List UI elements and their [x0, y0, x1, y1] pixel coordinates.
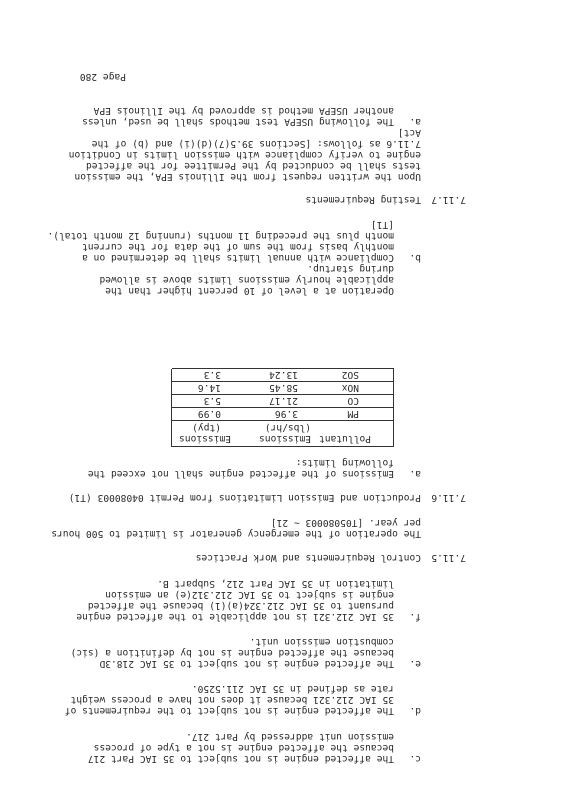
section-a3-label: a. [409, 116, 421, 127]
table-cell-pollutant: NOx [341, 382, 359, 393]
table-rule [172, 420, 394, 421]
section-c-label: c. [409, 753, 421, 764]
table-header-lbs-hr-1: Emissions [259, 433, 311, 444]
heading-7116-title: Production and Emission Limitations from Permit 04080003 (T1) [68, 492, 421, 503]
heading-7117-number: 7.11.7 [431, 194, 466, 205]
table-cell-lbs-hr: 13.24 [269, 369, 298, 380]
heading-7117-title: Testing Requirements [305, 194, 421, 205]
section-e-line-3: combustion emission unit. [249, 636, 394, 647]
table-header-tpy-2: (tpy) [192, 422, 221, 433]
section-a3-line-1: The following USEPA test methods shall be used, unless [82, 116, 394, 127]
table-header-tpy-1: Emissions [179, 433, 231, 444]
operation-line-2: per year. [T05080003 ~ 21] [270, 517, 421, 528]
tests-shall-line: tests shall be conducted by the Permittee for the affected [85, 160, 421, 171]
table-cell-tpy: 3.3 [203, 369, 221, 380]
page-number: Page 280 [79, 71, 126, 82]
operation-line-1: The operation of the emergency generator is limited to 500 hours [51, 528, 421, 539]
table-header-lbs-hr-2: (lbs/hr) [264, 422, 311, 433]
table-rule [172, 446, 394, 447]
section-b2-line-1: Compliance with annual limits shall be determined on a [82, 252, 394, 263]
section-c-line-3: emission unit addressed by Part 217. [186, 731, 394, 742]
section-d-label: d. [409, 705, 421, 716]
section-a3-line-2: another USEPA method is approved by the Illinois EPA [93, 105, 394, 116]
table-cell-lbs-hr: 58.45 [269, 382, 298, 393]
heading-7115-number: 7.11.5 [431, 552, 466, 563]
section-e-label: e. [409, 658, 421, 669]
table-cell-lbs-hr: 21.17 [269, 395, 298, 406]
table-cell-pollutant: SO2 [341, 369, 359, 380]
section-b2-line-3: month plus the preceding 11 months (running 12 month total). [47, 230, 394, 241]
startup-line-2: applicable hourly emissions limits above is allowed [99, 274, 394, 285]
section-a2-label: a. [409, 468, 421, 479]
table-rule [171, 369, 172, 447]
table-rule [393, 369, 394, 447]
table-cell-tpy: 0.99 [197, 408, 221, 419]
section-b2-line-2: monthly basis from the sum of the data for the current [82, 241, 394, 252]
section-b2-label: b. [409, 252, 421, 263]
testing-line-1: Upon the written request from the Illinois EPA, the emission [74, 171, 421, 182]
section-f-label: f. [409, 611, 421, 622]
table-cell-tpy: 14.6 [197, 382, 221, 393]
startup-line-1: Operation at a level of 10 percent higher than the [105, 285, 394, 296]
testing-line-3: 7.11.6 as follows: [Sections 39.5(7)(d)(i) and (b) of the [91, 138, 421, 149]
section-e-line-1: The affected engine is not subject to 35 IAC 218.3D [99, 658, 394, 669]
table-cell-lbs-hr: 3.96 [274, 408, 298, 419]
section-f-line-2: pursuant to 35 IAC 212.324(a)(1) because the affected [87, 600, 394, 611]
table-cell-pollutant: CO [347, 395, 359, 406]
section-f-line-4: limitation in 35 IAC Part 212, Subpart B. [157, 578, 394, 589]
table-header-pollutant: Pollutant [319, 433, 371, 444]
section-b2-line-4: [T1] [370, 219, 394, 230]
section-d-line-1: The affected engine is not subject to the requirements of [64, 705, 394, 716]
table-cell-pollutant: PM [347, 408, 359, 419]
testing-line-2: engine to verify compliance with emission limits in Condition [68, 149, 421, 160]
startup-line-3: during startup. [307, 263, 394, 274]
table-cell-tpy: 5.3 [203, 395, 221, 406]
section-a2-line-2: following limits: [295, 457, 394, 468]
section-e-line-2: because the affected engine is not by definition a (sic) [70, 647, 394, 658]
section-c-line-1: The affected engine is not subject to 35 IAC Part 217 [87, 753, 394, 764]
heading-7116-number: 7.11.6 [431, 492, 466, 503]
section-d-line-3: rate as defined in 35 IAC 211.5250. [191, 683, 394, 694]
section-a2-line-1: Emissions of the affected engine shall not exceed the [87, 468, 394, 479]
section-f-line-1: 35 IAC 212.321 is not applicable to the affected engine [76, 611, 394, 622]
section-c-line-2: because the affected engine is not a type of process [93, 742, 394, 753]
section-f-line-3: engine is subject to 35 IAC 212.312(e) an emission [105, 589, 394, 600]
testing-line-4: Act] [397, 127, 421, 138]
section-d-line-2: 35 IAC 212.321 because it does not have a process weight [70, 694, 394, 705]
heading-7115-title: Control Requirements and Work Practices [195, 552, 421, 563]
